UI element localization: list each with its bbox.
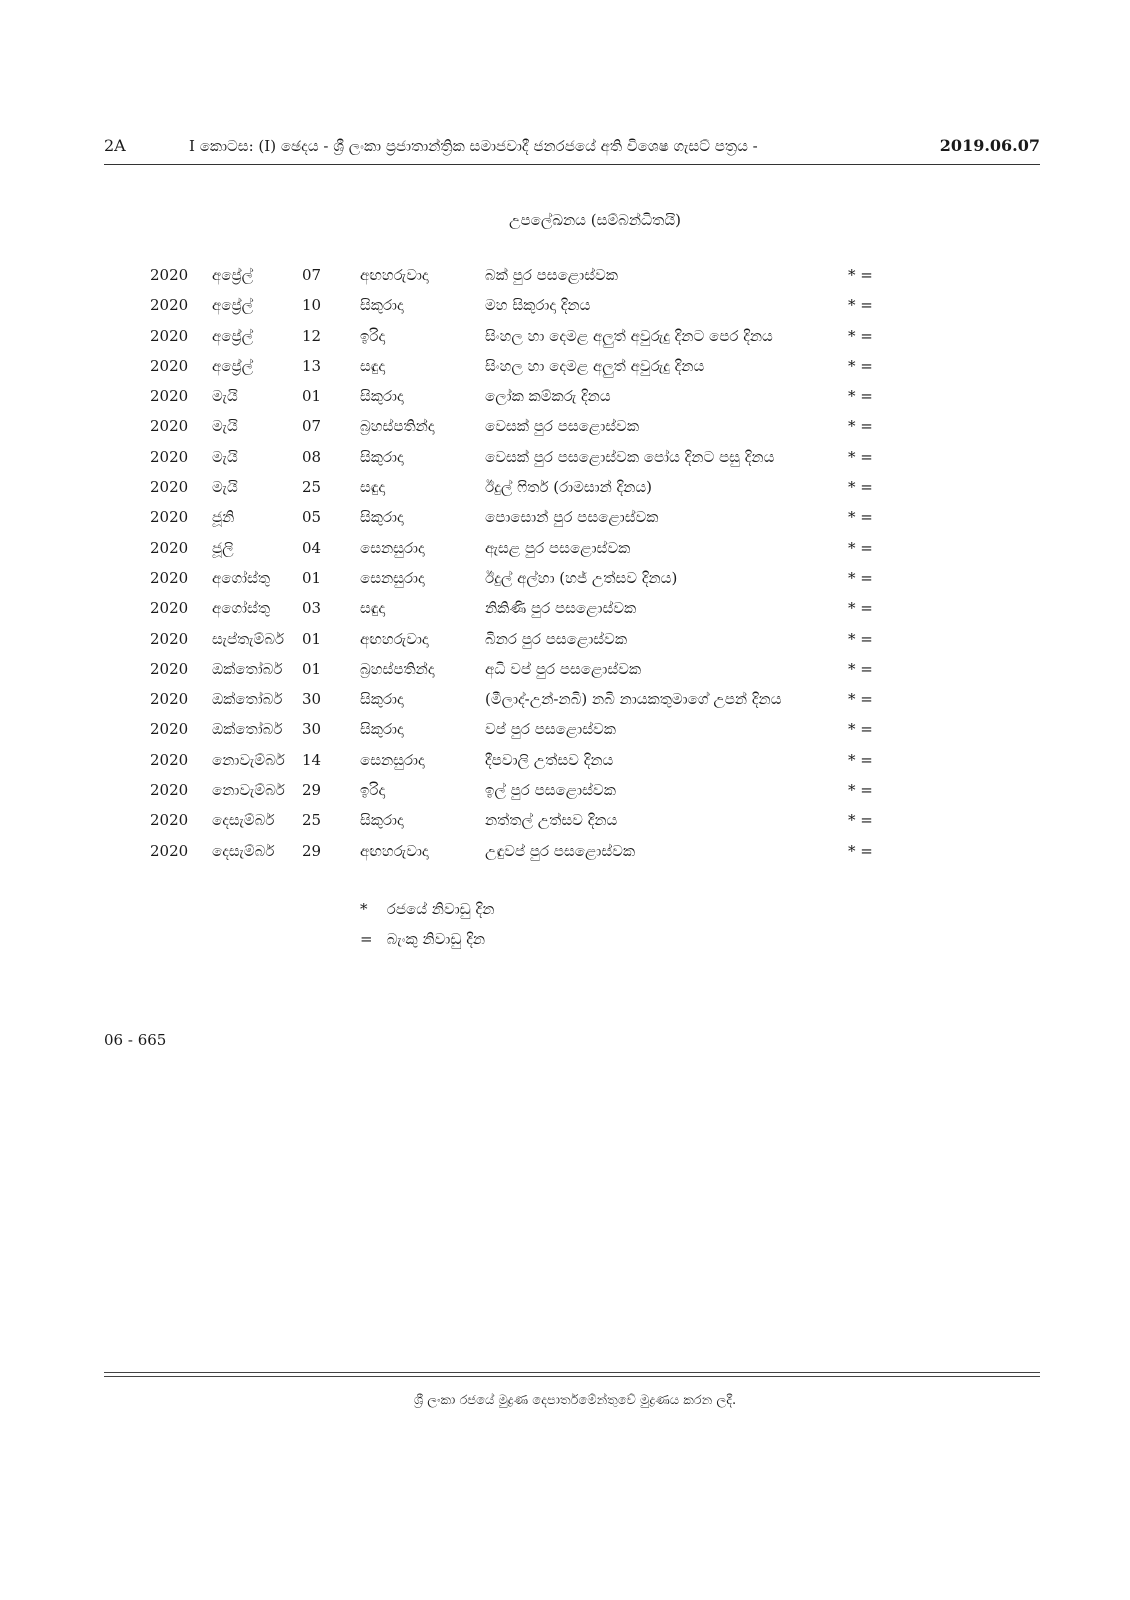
holiday-year: 2020 [150, 690, 189, 709]
holiday-type-marks: * = [848, 447, 873, 466]
holiday-year: 2020 [150, 326, 189, 345]
holiday-type-marks: * = [848, 478, 873, 497]
holiday-name: වෙසක් පුර පසළොස්වක [485, 417, 640, 436]
holiday-type-marks: * = [848, 599, 873, 618]
gazette-date: 2019.06.07 [939, 136, 1040, 155]
holiday-month: මැයි [212, 387, 238, 406]
holiday-name: බිනර පුර පසළොස්වක [485, 629, 628, 648]
holiday-day: 01 [302, 629, 322, 648]
holiday-day: 07 [302, 417, 322, 436]
holiday-type-marks: * = [848, 750, 873, 769]
holiday-name: සිංහල හා දෙමළ අලුත් අවුරුදු දිනට පෙර දිනය [485, 326, 773, 345]
holiday-weekday: බ්‍රහස්පතින්දා [360, 417, 435, 436]
holiday-year: 2020 [150, 447, 189, 466]
holiday-weekday: සිකුරාදා [360, 508, 404, 527]
holiday-name: මහ සිකුරාදා දිනය [485, 296, 591, 315]
holiday-month: ඔක්තෝබර් [212, 720, 283, 739]
holiday-month: ඔක්තෝබර් [212, 659, 283, 678]
holiday-year: 2020 [150, 599, 189, 618]
holiday-type-marks: * = [848, 659, 873, 678]
holiday-row [150, 593, 910, 623]
holiday-row [150, 684, 910, 714]
header-divider [104, 164, 1040, 165]
holiday-year: 2020 [150, 781, 189, 800]
holiday-year: 2020 [150, 296, 189, 315]
legend-label: බැංකු නිවාඩු දින [386, 930, 486, 948]
holiday-type-marks: * = [848, 508, 873, 527]
holiday-weekday: අඟහරුවාදා [360, 841, 429, 860]
holiday-name: පොසොන් පුර පසළොස්වක [485, 508, 659, 527]
holiday-name: ලෝක කම්කරු දිනය [485, 387, 611, 406]
holiday-year: 2020 [150, 720, 189, 739]
holiday-year: 2020 [150, 356, 189, 375]
holiday-row [150, 411, 910, 441]
holiday-name: ඉල් පුර පසළොස්වක [485, 781, 616, 800]
holiday-name: දීපවාලි උත්සව දිනය [485, 750, 614, 769]
holiday-day: 07 [302, 266, 322, 284]
gazette-header-title: I කොටස: (I) ඡෙදය - ශ්‍රී ලංකා ප්‍රජාතාන්ත්‍රික සමාජවාදී ජනරජයේ අති විශෙෂ ගැසට් පත්‍රය - [189, 137, 758, 155]
holiday-row [150, 442, 910, 472]
holiday-row [150, 321, 910, 351]
holiday-weekday: සඳුදා [360, 599, 386, 618]
holiday-day: 25 [302, 811, 322, 830]
holiday-type-marks: * = [848, 387, 873, 406]
holiday-row [150, 533, 910, 563]
holiday-weekday: සෙනසුරාදා [360, 568, 425, 587]
holiday-name: (මීලාද්-උන්-නබි) නබි නායකතුමාගේ උපන් දිනය [485, 690, 782, 709]
holiday-weekday: සිකුරාදා [360, 690, 404, 709]
holiday-day: 14 [302, 750, 322, 769]
holiday-name: නත්තල් උත්සව දිනය [485, 811, 618, 830]
holiday-year: 2020 [150, 266, 189, 284]
holiday-type-marks: * = [848, 356, 873, 375]
holiday-weekday: අඟහරුවාදා [360, 629, 429, 648]
holiday-day: 12 [302, 326, 322, 345]
holiday-year: 2020 [150, 387, 189, 406]
holiday-row [150, 745, 910, 775]
holiday-name: උඳුවප් පුර පසළොස්වක [485, 841, 636, 860]
holiday-name: බක් පුර පසළොස්වක [485, 266, 618, 284]
document-number: 06 - 665 [104, 1031, 167, 1049]
holiday-day: 03 [302, 599, 322, 618]
legend [360, 894, 494, 954]
holiday-month: අගෝස්තු [212, 568, 271, 587]
holiday-name: ඊදුල් අල්හා (හජ් උත්සව දිනය) [485, 568, 678, 587]
holiday-type-marks: * = [848, 690, 873, 709]
holiday-row [150, 381, 910, 411]
holiday-weekday: බ්‍රහස්පතින්දා [360, 659, 435, 678]
holiday-type-marks: * = [848, 266, 873, 284]
holiday-day: 30 [302, 690, 322, 709]
holiday-row [150, 654, 910, 684]
legend-item-bank-holiday [360, 924, 494, 954]
holiday-day: 10 [302, 296, 322, 315]
printer-imprint: ශ්‍රී ලංකා රජයේ මුද්‍රණ දෙපාර්තමේන්තුවේ මුද්‍රණය කරන ලදී. [413, 1393, 737, 1408]
holiday-type-marks: * = [848, 720, 873, 739]
holiday-day: 01 [302, 659, 322, 678]
legend-item-government-holiday [360, 894, 494, 924]
holiday-table [150, 260, 910, 866]
holiday-weekday: සිකුරාදා [360, 296, 404, 315]
holiday-month: ජූලි [212, 538, 234, 557]
holiday-year: 2020 [150, 538, 189, 557]
holiday-day: 01 [302, 387, 322, 406]
holiday-month: ජූනි [212, 508, 235, 527]
holiday-name: ඊදුල් ෆිතර් (රාමසාන් දිනය) [485, 478, 653, 497]
holiday-day: 30 [302, 720, 322, 739]
holiday-type-marks: * = [848, 781, 873, 800]
holiday-row [150, 624, 910, 654]
holiday-weekday: ඉරිදා [360, 781, 386, 800]
holiday-row [150, 775, 910, 805]
holiday-day: 13 [302, 356, 322, 375]
holiday-weekday: සිකුරාදා [360, 387, 404, 406]
holiday-month: නොවැම්බර් [212, 750, 285, 769]
holiday-year: 2020 [150, 629, 189, 648]
holiday-weekday: සඳුදා [360, 356, 386, 375]
holiday-type-marks: * = [848, 296, 873, 315]
holiday-name: නිකිණි පුර පසළොස්වක [485, 599, 637, 618]
holiday-type-marks: * = [848, 326, 873, 345]
holiday-row [150, 472, 910, 502]
holiday-day: 29 [302, 781, 322, 800]
holiday-year: 2020 [150, 508, 189, 527]
holiday-month: මැයි [212, 478, 238, 497]
holiday-year: 2020 [150, 750, 189, 769]
holiday-month: අප්‍රේල් [212, 356, 254, 375]
holiday-name: සිංහල හා දෙමළ අලුත් අවුරුදු දිනය [485, 356, 705, 375]
holiday-row [150, 351, 910, 381]
holiday-weekday: ඉරිදා [360, 326, 386, 345]
holiday-month: ඔක්තෝබර් [212, 690, 283, 709]
holiday-year: 2020 [150, 568, 189, 587]
holiday-month: සැප්තැම්බර් [212, 629, 285, 648]
holiday-year: 2020 [150, 478, 189, 497]
page-header [104, 134, 1040, 158]
holiday-row [150, 563, 910, 593]
legend-symbol: * [360, 900, 368, 918]
holiday-month: මැයි [212, 447, 238, 466]
holiday-type-marks: * = [848, 538, 873, 557]
holiday-day: 08 [302, 447, 322, 466]
holiday-name: වප් පුර පසළොස්වක [485, 720, 616, 739]
holiday-name: අධි වප් පුර පසළොස්වක [485, 659, 642, 678]
holiday-type-marks: * = [848, 841, 873, 860]
holiday-row [150, 260, 910, 290]
holiday-year: 2020 [150, 841, 189, 860]
holiday-type-marks: * = [848, 629, 873, 648]
holiday-year: 2020 [150, 417, 189, 436]
holiday-name: ඇසළ පුර පසළොස්වක [485, 538, 631, 557]
holiday-month: දෙසැම්බර් [212, 811, 275, 830]
holiday-month: මැයි [212, 417, 238, 436]
holiday-month: අප්‍රේල් [212, 296, 254, 315]
holiday-month: අප්‍රේල් [212, 326, 254, 345]
holiday-row [150, 836, 910, 866]
holiday-year: 2020 [150, 659, 189, 678]
holiday-day: 04 [302, 538, 322, 557]
holiday-row [150, 805, 910, 835]
holiday-type-marks: * = [848, 568, 873, 587]
holiday-weekday: සිකුරාදා [360, 811, 404, 830]
holiday-name: වෙසක් පුර පසළොස්වක පෝය දිනට පසු දිනය [485, 447, 775, 466]
legend-label: රජයේ නිවාඩු දින [386, 900, 495, 918]
holiday-weekday: අඟහරුවාදා [360, 266, 429, 284]
holiday-row [150, 502, 910, 532]
holiday-month: අප්‍රේල් [212, 266, 254, 284]
holiday-type-marks: * = [848, 811, 873, 830]
holiday-weekday: සිකුරාදා [360, 447, 404, 466]
holiday-month: දෙසැම්බර් [212, 841, 275, 860]
holiday-day: 01 [302, 568, 322, 587]
holiday-weekday: සෙනසුරාදා [360, 750, 425, 769]
holiday-day: 05 [302, 508, 322, 527]
holiday-month: නොවැම්බර් [212, 781, 285, 800]
holiday-weekday: සෙනසුරාදා [360, 538, 425, 557]
holiday-weekday: සඳුදා [360, 478, 386, 497]
footer-divider [104, 1376, 1040, 1377]
holiday-day: 29 [302, 841, 322, 860]
holiday-type-marks: * = [848, 417, 873, 436]
holiday-row [150, 714, 910, 744]
holiday-weekday: සිකුරාදා [360, 720, 404, 739]
section-title: උපලේඛනය (සම්බන්ධිතයි) [509, 211, 681, 229]
legend-symbol: = [360, 930, 373, 948]
holiday-month: අගෝස්තු [212, 599, 271, 618]
holiday-day: 25 [302, 478, 322, 497]
holiday-row [150, 290, 910, 320]
footer-divider [104, 1372, 1040, 1373]
holiday-year: 2020 [150, 811, 189, 830]
page-number: 2A [104, 136, 126, 155]
